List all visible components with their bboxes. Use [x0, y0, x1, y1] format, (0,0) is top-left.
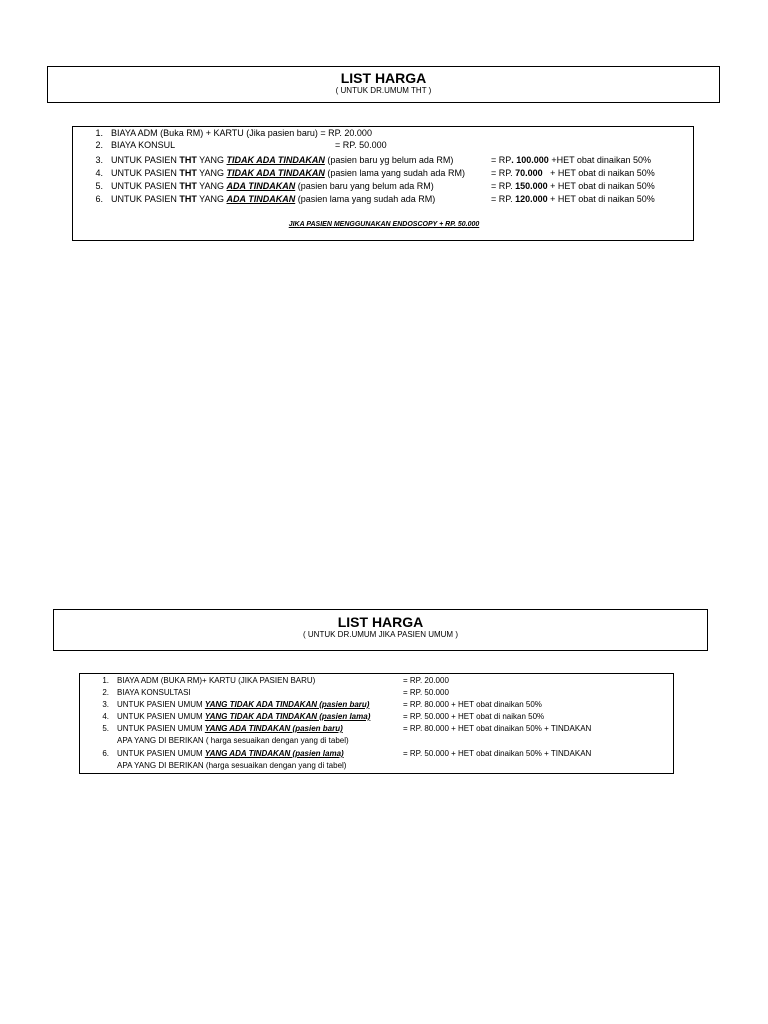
item-desc-emphasis: ADA TINDAKAN [226, 194, 296, 204]
section1-title: LIST HARGA [340, 70, 427, 86]
section1-price-list [72, 126, 694, 241]
item-number: 3. [102, 700, 109, 709]
price-amount: . 100.000 [511, 155, 549, 165]
item-description [117, 748, 344, 760]
price-amount: 120.000 [515, 194, 548, 204]
item-desc-emphasis: TIDAK ADA TINDAKAN [226, 155, 325, 165]
item-number: 5. [102, 724, 109, 733]
item-desc-part: YANG [196, 155, 227, 165]
item-price [491, 193, 655, 205]
section1-subtitle: ( UNTUK DR.UMUM THT ) [335, 86, 432, 95]
item-desc-emphasis: ADA TINDAKAN [226, 181, 296, 191]
item-text: BIAYA ADM (Buka RM) + KARTU (Jika pasien baru) = RP. 20.000 [111, 128, 372, 138]
item-number: 3. [95, 155, 103, 165]
item-number: 4. [102, 712, 109, 721]
item-desc-part: UNTUK PASIEN UMUM [117, 700, 205, 709]
price-prefix: = RP [491, 155, 512, 165]
item-desc-part: UNTUK PASIEN [111, 181, 180, 191]
item-description [117, 699, 369, 711]
item-desc-part: (pasien baru yang belum ada RM) [295, 181, 434, 191]
price-prefix: = RP. [491, 194, 516, 204]
item-description [111, 154, 453, 166]
item-desc-bold: THT [179, 168, 197, 178]
item-continuation-text: APA YANG DI BERIKAN ( harga sesuaikan dengan yang di tabel) [117, 736, 349, 745]
item-continuation-text: APA YANG DI BERIKAN (harga sesuaikan dengan yang di tabel) [117, 761, 347, 770]
item-price: = RP. 50.000 [335, 140, 387, 150]
item-desc-bold: THT [179, 194, 197, 204]
item-number: 2. [95, 140, 103, 150]
item-desc-part: (pasien baru yg belum ada RM) [324, 155, 454, 165]
item-description [111, 167, 465, 179]
item-desc-part: UNTUK PASIEN UMUM [117, 749, 205, 758]
item-desc-emphasis: YANG ADA TINDAKAN (pasien baru) [204, 724, 343, 733]
item-description: BIAYA KONSUL [111, 140, 176, 150]
item-desc-emphasis: TIDAK ADA TINDAKAN [226, 168, 325, 178]
price-amount: 150.000 [515, 181, 548, 191]
item-number: 6. [95, 194, 103, 204]
item-desc-bold: THT [179, 181, 197, 191]
section2-subtitle: ( UNTUK DR.UMUM JIKA PASIEN UMUM ) [303, 630, 458, 639]
item-price: = RP. 80.000 + HET obat dinaikan 50% [403, 700, 542, 709]
item-number: 5. [95, 181, 103, 191]
item-number: 2. [102, 688, 109, 697]
item-desc-emphasis: YANG ADA TINDAKAN (pasien lama) [204, 749, 344, 758]
item-description [111, 193, 435, 205]
item-price: = RP. 80.000 + HET obat dinaikan 50% + TINDAKAN [403, 724, 592, 733]
price-suffix: +HET obat dinaikan 50% [548, 155, 651, 165]
item-desc-part: UNTUK PASIEN [111, 155, 180, 165]
price-suffix: + HET obat di naikan 50% [547, 194, 655, 204]
item-price [491, 154, 651, 166]
item-number: 6. [102, 749, 109, 758]
price-suffix: + HET obat di naikan 50% [547, 181, 655, 191]
item-desc-part: UNTUK PASIEN [111, 168, 180, 178]
item-price: = RP. 50.000 [403, 688, 449, 697]
item-description [117, 711, 370, 723]
item-desc-part: (pasien lama yang sudah ada RM) [295, 194, 436, 204]
item-price [491, 180, 655, 192]
item-description: BIAYA ADM (BUKA RM)+ KARTU (JIKA PASIEN BARU) [117, 676, 316, 685]
endoscopy-note: JIKA PASIEN MENGGUNAKAN ENDOSCOPY + RP. 50.000 [288, 221, 480, 228]
item-desc-part: YANG [196, 168, 227, 178]
item-price: = RP. 50.000 + HET obat dinaikan 50% + TINDAKAN [403, 749, 592, 758]
item-desc-bold: THT [179, 155, 197, 165]
item-desc-part: UNTUK PASIEN UMUM [117, 724, 205, 733]
item-desc-part: YANG [196, 194, 227, 204]
item-price [491, 167, 655, 179]
item-desc-part: (pasien lama yang sudah ada RM) [324, 168, 465, 178]
item-desc-emphasis: YANG TIDAK ADA TINDAKAN (pasien lama) [204, 712, 371, 721]
item-desc-part: YANG [196, 181, 227, 191]
item-desc-part: UNTUK PASIEN UMUM [117, 712, 205, 721]
item-description [111, 180, 434, 192]
item-description [117, 723, 343, 735]
item-price: = RP. 20.000 [403, 676, 449, 685]
item-price: = RP. 50.000 + HET obat di naikan 50% [403, 712, 545, 721]
price-amount: 70.000 [515, 168, 543, 178]
section2-price-list [79, 673, 674, 774]
price-prefix: = RP. [491, 168, 516, 178]
item-desc-emphasis: YANG TIDAK ADA TINDAKAN (pasien baru) [204, 700, 370, 709]
section1-header [47, 66, 720, 103]
item-number: 1. [102, 676, 109, 685]
price-suffix: + HET obat di naikan 50% [542, 168, 655, 178]
item-number: 4. [95, 168, 103, 178]
item-description: BIAYA KONSULTASI [117, 688, 191, 697]
item-number: 1. [95, 128, 103, 138]
item-desc-part: UNTUK PASIEN [111, 194, 180, 204]
price-prefix: = RP. [491, 181, 516, 191]
section2-title: LIST HARGA [337, 614, 424, 630]
section2-header [53, 609, 708, 651]
